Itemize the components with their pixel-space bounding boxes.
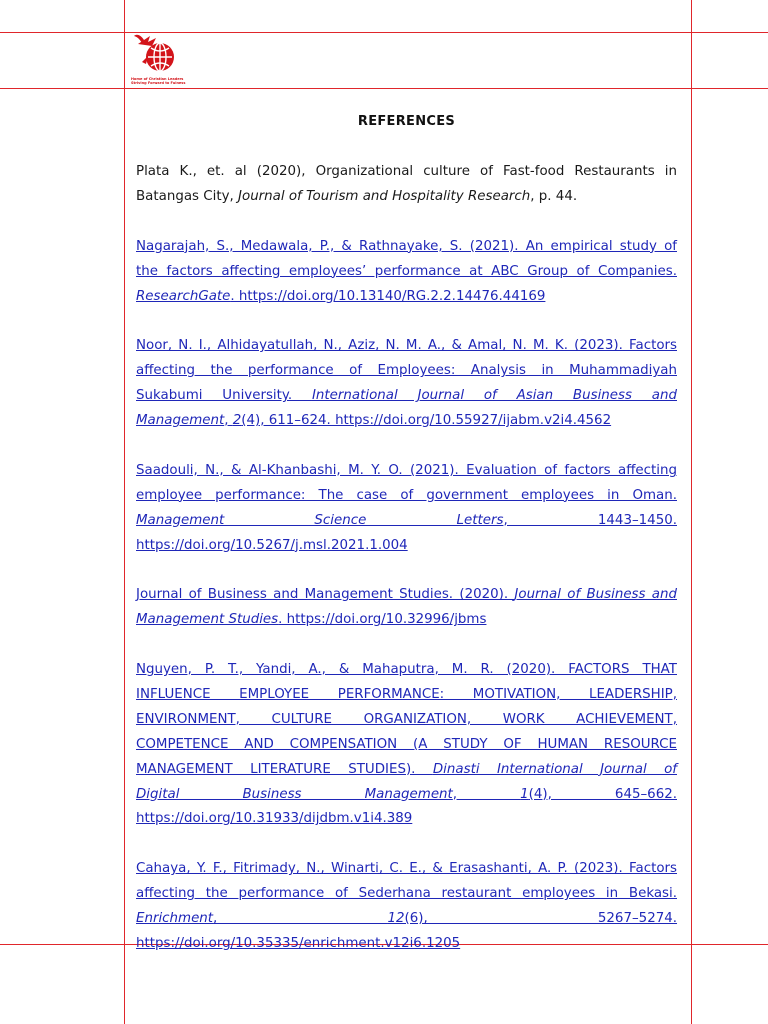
reference-entry[interactable] — [136, 334, 677, 434]
reference-line — [136, 185, 677, 210]
reference-italic-text: Journal of Tourism and Hospitality Research — [238, 188, 531, 204]
reference-line[interactable] — [136, 807, 677, 832]
reference-line[interactable] — [136, 583, 677, 608]
reference-text[interactable]: Cahaya, Y. F., Fitrimady, N., Winarti, C. E., & Erasashanti, A. P. (2023). Factors — [136, 861, 677, 877]
reference-text: Plata K., et. al (2020), Organizational culture of Fast-food Restaurants in — [136, 164, 677, 179]
reference-italic-text[interactable]: 12 — [387, 911, 405, 927]
references-list — [136, 160, 677, 957]
header-top-line — [0, 32, 768, 33]
reference-text[interactable]: ENVIRONMENT, CULTURE ORGANIZATION, WORK ACHIEVEMENT, — [136, 711, 677, 727]
reference-text[interactable]: , — [213, 911, 388, 927]
reference-line[interactable] — [136, 384, 677, 409]
reference-italic-text[interactable]: 1 — [520, 786, 529, 802]
reference-line — [136, 160, 677, 185]
reference-line[interactable] — [136, 459, 677, 484]
header-bottom-line — [0, 88, 768, 89]
reference-line[interactable] — [136, 683, 677, 708]
reference-text[interactable]: . https://doi.org/10.13140/RG.2.2.14476.44169 — [230, 288, 546, 304]
reference-text[interactable]: employee performance: The case of government employees in Oman. — [136, 487, 677, 503]
reference-line[interactable] — [136, 857, 677, 882]
reference-text[interactable]: (4), 611–624. https://doi.org/10.55927/ijabm.v2i4.4562 — [241, 413, 612, 429]
reference-text: , p. 44. — [530, 188, 578, 204]
reference-line[interactable] — [136, 285, 677, 310]
page-title: REFERENCES — [357, 114, 456, 129]
right-margin-line — [691, 0, 692, 1024]
reference-italic-text[interactable]: Journal of Business and — [514, 587, 677, 603]
reference-text[interactable]: Nguyen, P. T., Yandi, A., & Mahaputra, M. R. (2020). FACTORS THAT — [136, 662, 677, 678]
reference-text[interactable]: affecting the performance of Employees: Analysis in Muhammadiyah — [136, 363, 677, 379]
logo-motto-line-2: Striving Forward to Fulness — [131, 81, 186, 85]
reference-line[interactable] — [136, 932, 677, 957]
reference-entry[interactable] — [136, 658, 677, 832]
reference-line[interactable] — [136, 783, 677, 808]
reference-text[interactable]: the factors affecting employees’ performance at ABC Group of Companies. — [136, 263, 677, 279]
reference-line[interactable] — [136, 733, 677, 758]
reference-italic-text[interactable]: Management Science Letters — [136, 512, 504, 528]
reference-entry[interactable] — [136, 235, 677, 310]
reference-entry — [136, 160, 677, 210]
reference-line[interactable] — [136, 758, 677, 783]
reference-text[interactable]: Journal of Business and Management Studies. (2020). — [136, 587, 515, 603]
reference-line[interactable] — [136, 907, 677, 932]
reference-italic-text[interactable]: Digital Business Management — [136, 786, 453, 802]
reference-text[interactable]: affecting the performance of Sederhana restaurant employees in Bekasi. — [136, 886, 677, 902]
reference-text[interactable]: , — [224, 413, 233, 429]
reference-italic-text[interactable]: Management — [136, 413, 225, 429]
reference-line[interactable] — [136, 882, 677, 907]
reference-text[interactable]: . https://doi.org/10.32996/jbms — [278, 612, 487, 628]
reference-italic-text[interactable]: Management Studies — [136, 612, 279, 628]
reference-entry[interactable] — [136, 857, 677, 957]
reference-line[interactable] — [136, 658, 677, 683]
reference-line[interactable] — [136, 708, 677, 733]
reference-entry[interactable] — [136, 583, 677, 633]
reference-italic-text[interactable]: International Journal of Asian Business and — [311, 388, 677, 404]
reference-text[interactable]: (4), 645–662. — [528, 786, 677, 802]
reference-text[interactable]: Nagarajah, S., Medawala, P., & Rathnayake, S. (2021). An empirical study of — [136, 238, 677, 254]
reference-text[interactable]: https://doi.org/10.31933/dijdbm.v1i4.389 — [136, 811, 413, 827]
logo-motto-line-1: Home of Christian Leaders — [131, 77, 184, 81]
reference-line[interactable] — [136, 509, 677, 534]
reference-text[interactable]: https://doi.org/10.5267/j.msl.2021.1.004 — [136, 537, 408, 553]
reference-line[interactable] — [136, 409, 677, 434]
globe-logo-icon — [130, 32, 184, 78]
reference-text[interactable]: Saadouli, N., & Al-Khanbashi, M. Y. O. (2021). Evaluation of factors affecting — [136, 462, 677, 478]
reference-text: Batangas City, — [136, 188, 239, 204]
reference-line[interactable] — [136, 260, 677, 285]
reference-italic-text[interactable]: Dinasti International Journal of — [432, 761, 677, 777]
reference-italic-text[interactable]: ResearchGate — [136, 288, 231, 304]
reference-text[interactable]: MANAGEMENT LITERATURE STUDIES). — [136, 761, 433, 777]
reference-line[interactable] — [136, 359, 677, 384]
reference-text[interactable]: , — [452, 786, 521, 802]
reference-text[interactable]: Noor, N. I., Alhidayatullah, N., Aziz, N. M. A., & Amal, N. M. K. (2023). Factors — [136, 338, 677, 354]
reference-text[interactable]: Sukabumi University. — [136, 388, 312, 404]
reference-text[interactable]: INFLUENCE EMPLOYEE PERFORMANCE: MOTIVATION, LEADERSHIP, — [136, 686, 677, 702]
reference-entry[interactable] — [136, 459, 677, 559]
reference-text[interactable]: (6), 5267–5274. — [404, 911, 678, 927]
reference-text[interactable]: , 1443–1450. — [503, 512, 677, 528]
reference-line[interactable] — [136, 534, 677, 559]
reference-italic-text[interactable]: 2 — [232, 413, 242, 429]
reference-line[interactable] — [136, 484, 677, 509]
reference-italic-text[interactable]: Enrichment — [136, 911, 214, 927]
reference-line[interactable] — [136, 608, 677, 633]
reference-line[interactable] — [136, 235, 677, 260]
reference-text[interactable]: COMPETENCE AND COMPENSATION (A STUDY OF HUMAN RESOURCE — [136, 736, 677, 752]
reference-line[interactable] — [136, 334, 677, 359]
left-margin-line — [124, 0, 125, 1024]
reference-text[interactable]: https://doi.org/10.35335/enrichment.v12i6.1205 — [136, 936, 461, 951]
